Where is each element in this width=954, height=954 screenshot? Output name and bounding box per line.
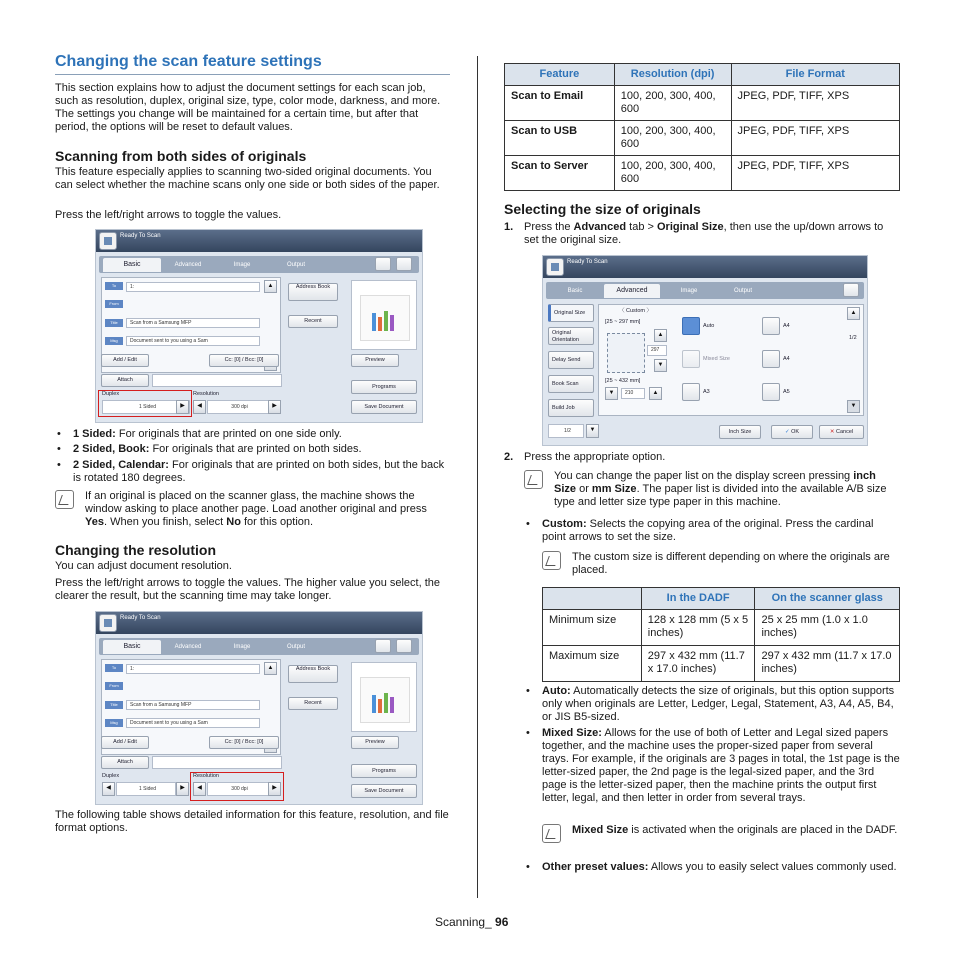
title-field[interactable]: Scan from a Samsung MFP (126, 318, 260, 328)
bullet-2-sided-book: • 2 Sided, Book: For originals that are printed on both sides. (55, 443, 450, 456)
resolution-screenshot (95, 611, 423, 805)
table-cell: 297 x 432 mm (11.7 x 17.0 inches) (755, 646, 900, 682)
preview-thumbnail-2 (351, 662, 417, 732)
table-cell: JPEG, PDF, TIFF, XPS (731, 121, 899, 156)
home-icon (99, 614, 117, 632)
title-field-2[interactable]: Scan from a Samsung MFP (126, 700, 260, 710)
res-next-arrow-2[interactable]: ▶ (268, 782, 281, 796)
note-icon (524, 470, 543, 489)
list-down-icon[interactable]: ▼ (847, 400, 860, 413)
a4r-button[interactable] (762, 350, 780, 368)
header-empty (543, 588, 642, 610)
table-row (543, 610, 900, 646)
table-row (505, 121, 900, 156)
size-heading: Selecting the size of originals (504, 201, 701, 217)
menu-original-orientation[interactable]: Original Orientation (548, 327, 594, 345)
programs-button[interactable]: Programs (351, 380, 417, 394)
tab-basic-3[interactable]: Basic (567, 288, 583, 294)
table-cell: 25 x 25 mm (1.0 x 1.0 inches) (755, 610, 900, 646)
screen-titlebar-2 (96, 612, 422, 634)
custom-down-arrow[interactable]: ▼ (654, 359, 667, 372)
tab-output-3[interactable]: Output (733, 288, 752, 294)
tab-basic[interactable]: Basic (103, 258, 161, 272)
table-cell: JPEG, PDF, TIFF, XPS (731, 86, 899, 121)
resolution-label-2: Resolution (193, 773, 219, 779)
resolution-value: 300 dpi (207, 400, 269, 414)
table-row (543, 646, 900, 682)
table-row (505, 86, 900, 121)
msg-label: Msg (105, 337, 123, 345)
res-prev-arrow-2[interactable]: ◀ (193, 782, 206, 796)
cc-bcc-button[interactable]: Cc: [0] / Bcc: [0] (209, 354, 279, 367)
page-footer (435, 915, 508, 929)
job-icon[interactable] (396, 639, 412, 653)
duplex-prev-arrow[interactable]: ◀ (102, 782, 115, 796)
tab-output-2[interactable]: Output (286, 644, 305, 650)
resolution-instruction: Press the left/right arrows to toggle the values. The higher value you select, the clearer the result, but the scanning time may take longer. (55, 577, 441, 602)
note-custom-size: The custom size is different depending on where the originals are placed. (542, 551, 900, 577)
ok-button[interactable]: ✓ OK (771, 425, 813, 439)
resolution-label: Resolution (193, 391, 219, 397)
feature-table (504, 63, 900, 191)
msg-field-2[interactable]: Document sent to you using a Sam (126, 718, 260, 728)
bullet-mixed-size: • Mixed Size: Allows for the use of both of Letter and Legal sized papers together, and the machine uses the proper-sized paper from several trays. For example, if the originals are 3 pages in total, the 1st page is the letter-sized paper, the 2nd page is the legal-sized paper, and the 3rd page is the letter-sized paper, then the machine prints the output first letter, legal, and then letter in order from several trays. (524, 727, 900, 805)
custom-up-arrow[interactable]: ▲ (654, 329, 667, 342)
resolution-heading: Changing the resolution (55, 542, 216, 558)
cancel-button[interactable]: ✕ Cancel (819, 425, 864, 439)
table-cell: 100, 200, 300, 400, 600 (614, 121, 731, 156)
attach-button[interactable]: Attach (101, 374, 149, 387)
close-icon: ✕ (829, 429, 836, 435)
add-edit-button-2[interactable]: Add / Edit (101, 736, 149, 749)
menu-original-size[interactable]: Original Size (548, 304, 594, 322)
save-document-button-2[interactable]: Save Document (351, 784, 417, 798)
note-icon (55, 490, 74, 509)
msg-field[interactable]: Document sent to you using a Sam (126, 336, 260, 346)
attach-field-2[interactable] (152, 756, 282, 769)
list-up-icon[interactable]: ▲ (847, 307, 860, 320)
a5-label: A5 (783, 389, 790, 395)
zoom-icon[interactable] (375, 257, 391, 271)
table-cell: 100, 200, 300, 400, 600 (614, 156, 731, 191)
intro-paragraph: This section explains how to adjust the document settings for each scan job, such as resolution, duplex, original size, type, color mode, darkness, and more. The settings you change will be maintained for a certain time, but after that period, the options will be reset to default values. (55, 82, 441, 133)
custom-label: 〈 Custom 〉 (619, 308, 653, 314)
header-scanner-glass: On the scanner glass (755, 588, 900, 610)
programs-button-2[interactable]: Programs (351, 764, 417, 778)
table-cell: Minimum size (543, 610, 642, 646)
preview-button-2[interactable]: Preview (351, 736, 399, 749)
tab-image[interactable]: Image (233, 262, 251, 268)
table-cell: Maximum size (543, 646, 642, 682)
preview-thumbnail (351, 280, 417, 350)
column-divider (477, 56, 478, 898)
msg-label-2: Msg (105, 719, 123, 727)
resolution-paragraph: You can adjust document resolution. (55, 560, 232, 572)
a5-button[interactable] (762, 383, 780, 401)
resolution-highlight (190, 772, 284, 801)
bullet-other-presets: • Other preset values: Allows you to easily select values commonly used. (524, 861, 900, 874)
mixed-size-label: Mixed Size (703, 356, 730, 362)
footer-section: Scanning_ (435, 915, 496, 929)
title-rule (55, 74, 450, 75)
custom-right-arrow[interactable]: ▲ (649, 387, 662, 400)
screen-titlebar (96, 230, 422, 252)
tab-basic-2[interactable]: Basic (103, 640, 161, 654)
step-2: 2. Press the appropriate option. (504, 451, 666, 463)
to-label-2: To (105, 664, 123, 672)
check-icon: ✓ (784, 429, 792, 435)
tab-advanced[interactable]: Advanced (174, 262, 202, 268)
table-cell: JPEG, PDF, TIFF, XPS (731, 156, 899, 191)
duplex-next-arrow-2[interactable]: ▶ (176, 782, 189, 796)
scroll-up-icon[interactable]: ▲ (264, 280, 277, 293)
page-indicator: 1/2 (548, 424, 584, 438)
a3-label: A3 (703, 389, 710, 395)
step-1: 1. Press the Advanced tab > Original Size, then use the up/down arrows to set the original size. (504, 221, 884, 246)
a4-label: A4 (783, 323, 790, 329)
to-label: To (105, 282, 123, 290)
duplex-paragraph: This feature especially applies to scanning two-sided original documents. You can select whether the machine scans only one side or both sides of the paper. (55, 166, 440, 191)
menu-delay-send[interactable]: Delay Send (548, 351, 594, 369)
header-resolution: Resolution (dpi) (614, 64, 731, 86)
note-scanner-glass: If an original is placed on the scanner glass, the machine shows the window asking to place another page. Load another original and press Yes. When you finish, select No for this option. (55, 490, 450, 529)
table-header-row (505, 64, 900, 86)
zoom-icon[interactable] (375, 639, 391, 653)
custom-height-field[interactable]: 297 (647, 345, 667, 356)
table-cell: Scan to Server (505, 156, 615, 191)
bullet-auto: • Auto: Automatically detects the size of originals, but this option supports only when originals are Letter, Ledger, Legal, Statement, A3, A4, A5, B4, or JIS B5-sized. (524, 685, 900, 724)
table-cell: Scan to Email (505, 86, 615, 121)
table-cell: Scan to USB (505, 121, 615, 156)
note-paper-list: You can change the paper list on the display screen pressing inch Size or mm Size. The paper list is divided into the available A/B size type and letter size type paper in this machine. (524, 470, 900, 509)
home-icon (546, 258, 564, 276)
tab-advanced-2[interactable]: Advanced (174, 644, 202, 650)
custom-width-field[interactable]: 210 (621, 388, 645, 399)
custom-width-range: [25 ~ 297 mm] (605, 319, 641, 325)
title-label-2: Title (105, 701, 123, 709)
list-page-indicator: 1/2 (849, 335, 857, 341)
table-header-row (543, 588, 900, 610)
size-options-panel (598, 304, 864, 416)
duplex-heading: Scanning from both sides of originals (55, 148, 307, 164)
to-field[interactable]: 1: (126, 282, 260, 292)
duplex-instruction: Press the left/right arrows to toggle the values. (55, 209, 282, 221)
table-cell: 128 x 128 mm (5 x 5 inches) (641, 610, 755, 646)
screen-titlebar-3 (543, 256, 867, 278)
ready-status-3: Ready To Scan (567, 259, 608, 265)
screen-tabs-2 (99, 638, 419, 655)
page-number: 96 (495, 915, 509, 929)
menu-book-scan[interactable]: Book Scan (548, 375, 594, 393)
tab-image-3[interactable]: Image (680, 288, 698, 294)
cc-bcc-button-2[interactable]: Cc: [0] / Bcc: [0] (209, 736, 279, 749)
duplex-label: Duplex (102, 391, 120, 397)
page-down-arrow[interactable]: ▼ (586, 424, 599, 438)
tab-image-2[interactable]: Image (233, 644, 251, 650)
duplex-value: 1 Sided (102, 400, 190, 414)
bullet-2-sided-calendar: • 2 Sided, Calendar: For originals that are printed on both sides, but the back is rotated 180 degrees. (55, 459, 450, 485)
note-mixed-size: Mixed Size is activated when the originals are placed in the DADF. (542, 824, 900, 837)
attach-field[interactable] (152, 374, 282, 387)
job-icon[interactable] (843, 283, 859, 297)
res-prev-arrow[interactable]: ◀ (193, 400, 206, 414)
table-cell: 297 x 432 mm (11.7 x 17.0 inches) (641, 646, 755, 682)
attach-button-2[interactable]: Attach (101, 756, 149, 769)
tab-advanced-3[interactable]: Advanced (604, 284, 660, 298)
original-size-screenshot (542, 255, 868, 446)
screen-tabs-3 (546, 282, 864, 299)
header-feature: Feature (505, 64, 615, 86)
ready-status: Ready To Scan (120, 233, 161, 239)
mixed-size-button[interactable] (682, 350, 700, 368)
header-dadf: In the DADF (641, 588, 755, 610)
page-title: Changing the scan feature settings (55, 53, 322, 70)
job-icon[interactable] (396, 257, 412, 271)
duplex-value-2: 1 Sided (116, 782, 176, 796)
size-table (542, 587, 900, 682)
custom-paper-icon (607, 333, 645, 373)
ready-status-2: Ready To Scan (120, 615, 161, 621)
inch-size-button[interactable]: Inch Size (719, 425, 761, 439)
duplex-screenshot (95, 229, 423, 423)
custom-length-range: [25 ~ 432 mm] (605, 378, 641, 384)
to-field-2[interactable]: 1: (126, 664, 260, 674)
home-icon (99, 232, 117, 250)
header-file-format: File Format (731, 64, 899, 86)
recent-button[interactable]: Recent (288, 315, 338, 328)
a4-button[interactable] (762, 317, 780, 335)
a3-button[interactable] (682, 383, 700, 401)
table-cell: 100, 200, 300, 400, 600 (614, 86, 731, 121)
from-label-2: From (105, 682, 123, 690)
title-label: Title (105, 319, 123, 327)
duplex-highlight (98, 390, 192, 417)
add-edit-button[interactable]: Add / Edit (101, 354, 149, 367)
note-icon (542, 551, 561, 570)
scroll-up-icon[interactable]: ▲ (264, 662, 277, 675)
table-row (505, 156, 900, 191)
recent-button-2[interactable]: Recent (288, 697, 338, 710)
auto-size-button[interactable] (682, 317, 700, 335)
duplex-label-2: Duplex (102, 773, 120, 779)
bullet-custom: • Custom: Selects the copying area of the original. Press the cardinal point arrows to set the size. (524, 518, 900, 544)
duplex-next-arrow[interactable]: ▶ (176, 400, 189, 414)
menu-build-job[interactable]: Build Job (548, 399, 594, 417)
bullet-1-sided: • 1 Sided: For originals that are printed on one side only. (55, 428, 450, 441)
from-label: From (105, 300, 123, 308)
screen-tabs (99, 256, 419, 273)
res-next-arrow[interactable]: ▶ (268, 400, 281, 414)
preview-button[interactable]: Preview (351, 354, 399, 367)
address-book-button-2[interactable]: Address Book (288, 665, 338, 683)
custom-left-arrow[interactable]: ▼ (605, 387, 618, 400)
auto-label: Auto (703, 323, 715, 329)
table-intro: The following table shows detailed information for this feature, resolution, and file format options. (55, 809, 449, 834)
tab-output[interactable]: Output (286, 262, 305, 268)
a4r-label: A4 (783, 356, 790, 362)
resolution-value-2: 300 dpi (207, 782, 269, 796)
save-document-button[interactable]: Save Document (351, 400, 417, 414)
address-book-button[interactable]: Address Book (288, 283, 338, 301)
note-icon (542, 824, 561, 843)
